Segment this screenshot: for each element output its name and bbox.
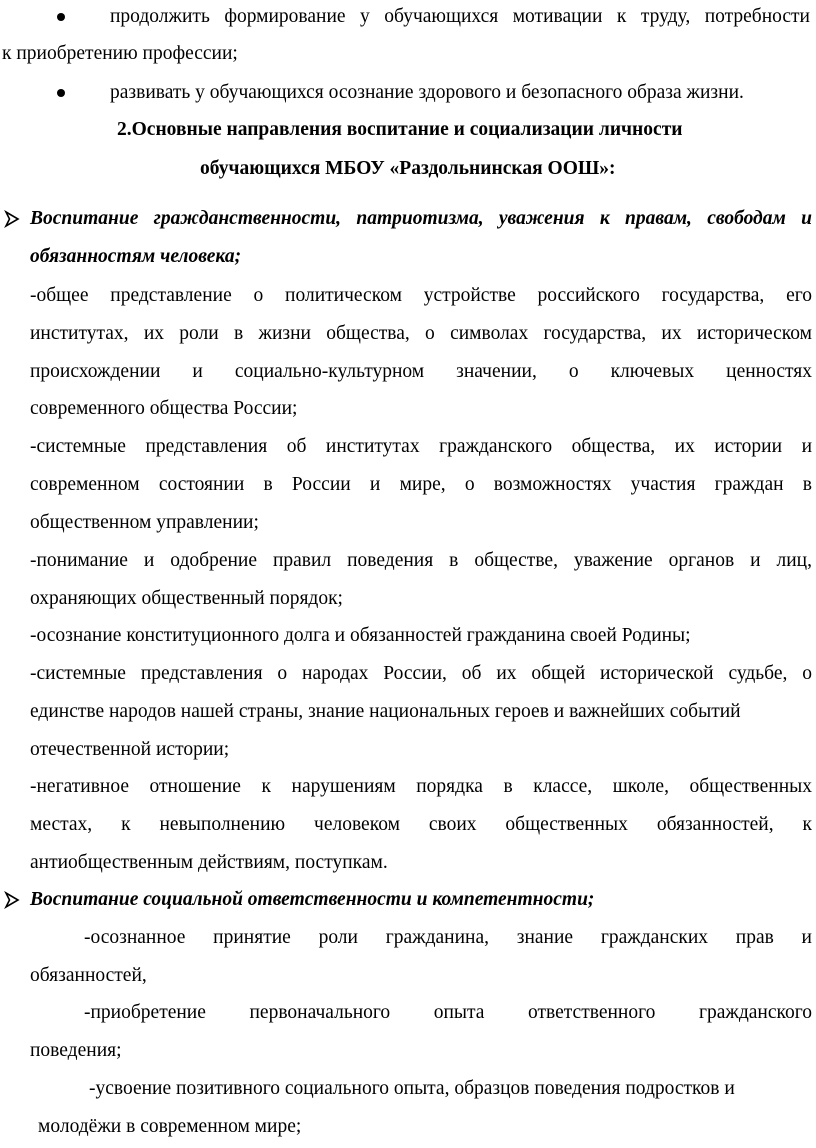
section1-line: институтах, их роли в жизни общества, о символах государства, их историческом bbox=[30, 323, 812, 344]
section1-line: отечественной истории; bbox=[30, 739, 230, 760]
heading-line-2: обучающихся МБОУ «Раздольнинская ООШ»: bbox=[200, 158, 616, 179]
section2-line: -усвоение позитивного социального опыта, образцов поведения подростков и bbox=[89, 1078, 735, 1099]
section1-line: единстве народов нашей страны, знание национальных героев и важнейших событий bbox=[30, 701, 741, 722]
section1-line: -понимание и одобрение правил поведения в обществе, уважение органов и лиц, bbox=[30, 550, 812, 571]
section1-line: современного общества России; bbox=[30, 398, 298, 419]
section2-line: молодёжи в современном мире; bbox=[38, 1116, 302, 1137]
bullet-dot-icon bbox=[57, 89, 65, 97]
bullet-1-line-2: к приобретению профессии; bbox=[2, 43, 238, 64]
section1-line: -общее представление о политическом устройстве российского государства, его bbox=[30, 285, 812, 306]
section1-line: антиобщественным действиям, поступкам. bbox=[30, 852, 388, 873]
section1-line: общественном управлении; bbox=[30, 512, 259, 533]
bullet-1-line-1: продолжить формирование у обучающихся мотивации к труду, потребности bbox=[110, 6, 810, 27]
section1-title-line-1: Воспитание гражданственности, патриотизма, уважения к правам, свободам и bbox=[30, 208, 812, 229]
heading-line-1: 2.Основные направления воспитание и социализации личности bbox=[117, 119, 683, 140]
bullet-2-line-1: развивать у обучающихся осознание здорового и безопасного образа жизни. bbox=[110, 82, 744, 103]
section2-line: -приобретение первоначального опыта ответственного гражданского bbox=[84, 1002, 812, 1023]
section1-line: современном состоянии в России и мире, о возможностях участия граждан в bbox=[30, 474, 812, 495]
section1-title-line-2: обязанностям человека; bbox=[30, 246, 242, 267]
section1-line: -негативное отношение к нарушениям порядка в классе, школе, общественных bbox=[30, 776, 812, 797]
section2-title: Воспитание социальной ответственности и компетентности; bbox=[30, 889, 595, 910]
section2-line: поведения; bbox=[30, 1040, 122, 1061]
arrow-bullet-icon bbox=[3, 891, 21, 909]
section1-line: происхождении и социально-культурном значении, о ключевых ценностях bbox=[30, 361, 812, 382]
section1-line: охраняющих общественный порядок; bbox=[30, 588, 343, 609]
section1-line: местах, к невыполнению человеком своих общественных обязанностей, к bbox=[30, 814, 812, 835]
bullet-dot-icon bbox=[57, 13, 65, 21]
section2-line: -осознанное принятие роли гражданина, знание гражданских прав и bbox=[84, 927, 812, 948]
arrow-bullet-icon bbox=[3, 210, 21, 228]
section2-line: обязанностей, bbox=[30, 965, 147, 986]
section1-line: -системные представления об институтах гражданского общества, их истории и bbox=[30, 436, 812, 457]
section1-line: -осознание конституционного долга и обязанностей гражданина своей Родины; bbox=[30, 625, 691, 646]
section1-line: -системные представления о народах России, об их общей исторической судьбе, о bbox=[30, 663, 812, 684]
